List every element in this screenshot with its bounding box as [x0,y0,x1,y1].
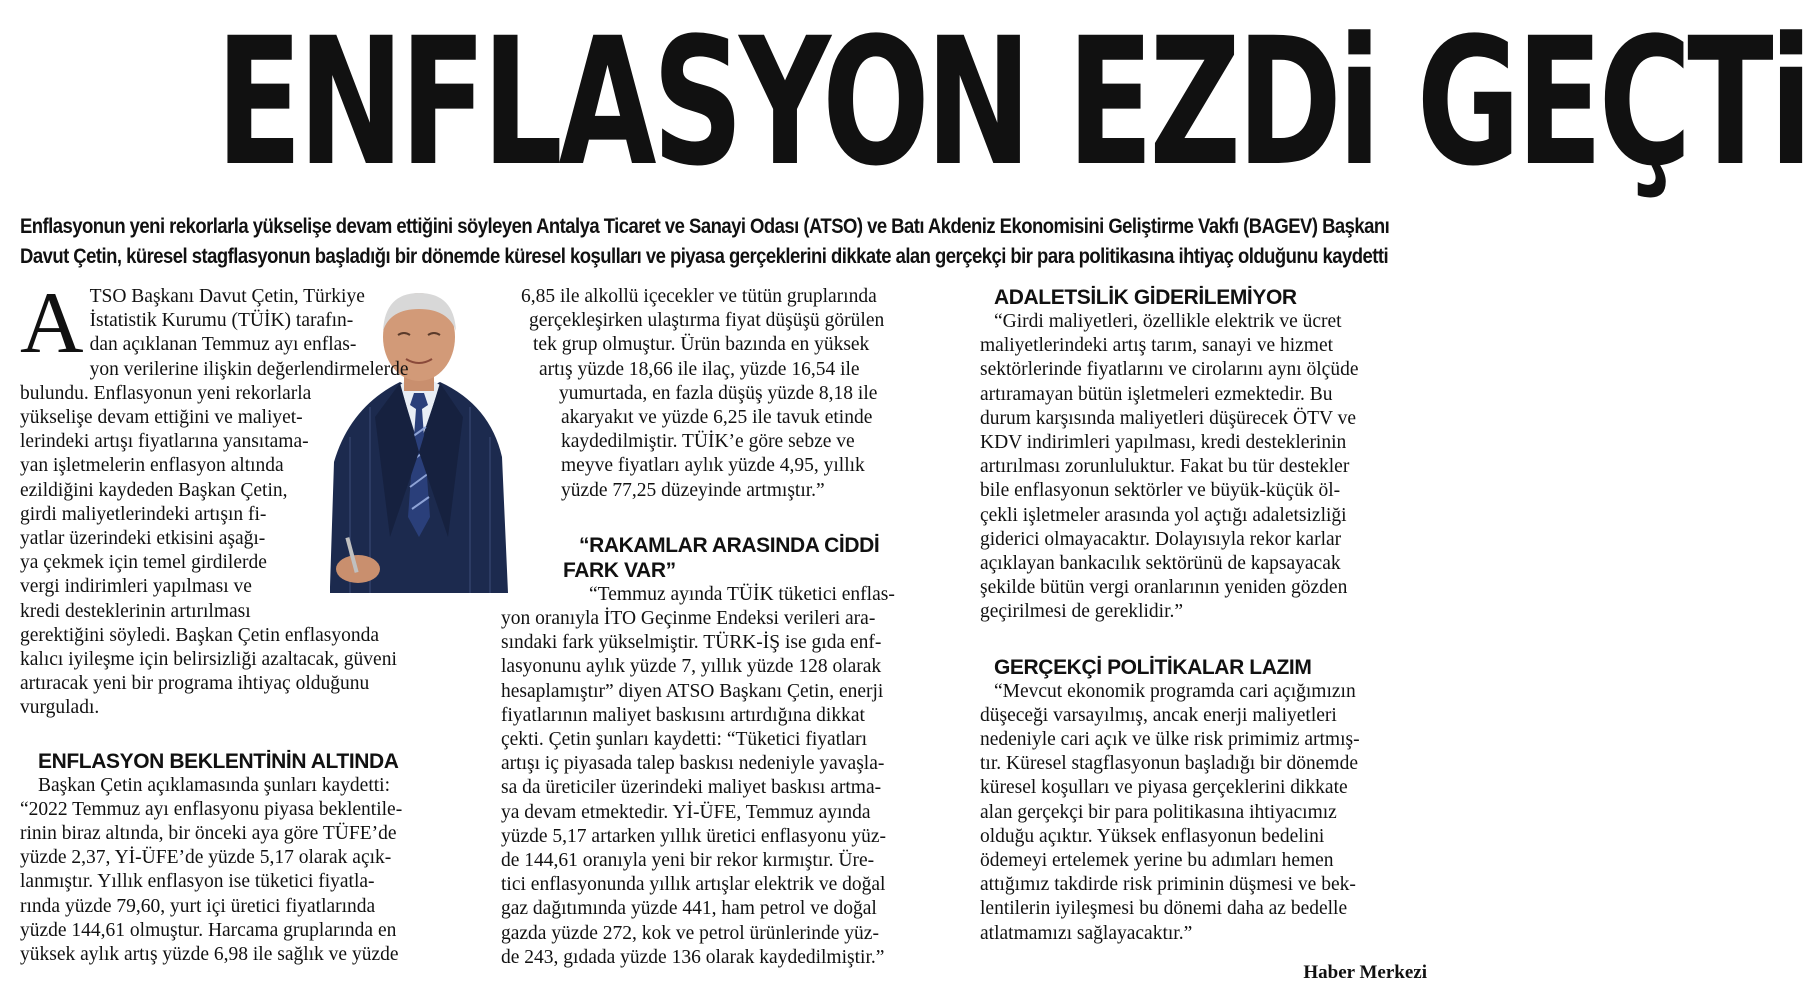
text-line: küresel koşulları ve piyasa gerçeklerini dikkate [980,777,1348,799]
text-line: İstatistik Kurumu (TÜİK) tarafın- [89,310,354,332]
subhead-rakamlar-line-2: FARK VAR” [563,558,676,582]
text-line: olduğu açıktır. Yüksek enflasyonun bedelini [980,825,1325,847]
dropcap: A [20,275,84,372]
text-line: geçirilmesi de gereklidir.” [980,601,1184,623]
text-line: yüksek aylık artış yüzde 6,98 ile sağlık ve yüzde [20,944,399,966]
text-line: lentilerin iyileşmesi bu dönemi daha az bedelle [980,898,1348,920]
subhead-adaletsilik: ADALETSİLİK GİDERİLEMİYOR [994,286,1297,309]
text-line: yan işletmelerin enflasyon altında [20,455,284,477]
text-line: sa da üreticiler üzerindeki maliyet baskısı artma- [501,777,882,799]
text-line: artıramayan bütün işletmeleri ezmektedir. Bu [980,383,1333,405]
text-line: “2022 Temmuz ayı enflasyonu piyasa beklentile- [20,798,403,820]
text-line: lasyonunu aylık yüzde 7, yıllık yüzde 128 olarak [501,656,882,678]
text-line: 6,85 ile alkollü içecekler ve tütün gruplarında [521,286,877,307]
text-line: bulundu. Enflasyonun yeni rekorlarla [20,382,312,404]
text-line: ezildiğini kaydeden Başkan Çetin, [20,479,288,501]
deck-line: Enflasyonun yeni rekorlarla yükselişe devam ettiğini söyleyen Antalya Ticaret ve Sanayi Odası (ATSO) ve Batı Akdeniz Ekonomisini Geliştirme Vakfı (BAGEV) Başkanı [20,215,1390,238]
text-line: hesaplamıştır” diyen ATSO Başkanı Çetin, enerji [501,680,884,702]
text-line: sektörlerinde fiyatlarını ve cirolarını aynı ölçüde [980,359,1359,381]
text-line: TSO Başkanı Davut Çetin, Türkiye [89,286,365,307]
column-2 [501,285,961,970]
text-line: artıracak yeni bir programa ihtiyaç olduğunu [20,673,370,695]
text-line: de 243, gıdada yüzde 136 olarak kaydedilmiştir.” [501,946,885,968]
text-line: meyve fiyatları aylık yüzde 4,95, yıllık [561,455,865,477]
text-line: “Girdi maliyetleri, özellikle elektrik ve ücret [994,311,1342,332]
text-line: vurguladı. [20,697,100,719]
text-line: yüzde 2,37, Yİ-ÜFE’de yüzde 5,17 olarak açık- [20,847,392,869]
text-line: çekti. Çetin şunları kaydetti: “Tüketici fiyatları [501,729,868,751]
text-line: kaydedilmiştir. TÜİK’e göre sebze ve [561,431,855,453]
subhead-enflasyon-beklentinin-altinda: ENFLASYON BEKLENTİNİN ALTINDA [38,749,399,773]
text-line: ya devam etmektedir. Yİ-ÜFE, Temmuz ayında [501,801,871,823]
text-line: attığımız takdirde risk priminin düşmesi ve bek- [980,874,1356,896]
text-line: düşeceği varsayılmış, ancak enerji maliyetleri [980,704,1337,726]
text-line: giderici olmayacaktır. Dolayısıyla rekor karlar [980,528,1342,550]
text-line: sındaki fark yükselmiştir. TÜRK-İŞ ise gıda enf- [501,632,882,654]
text-line: vergi indirimleri yapılması ve [20,576,252,598]
text-line: gerektiğini söyledi. Başkan Çetin enflasyonda [20,624,380,646]
subhead-rakamlar-line-1: “RAKAMLAR ARASINDA CİDDİ [579,533,880,557]
text-line: yüzde 144,61 olmuştur. Harcama gruplarında en [20,919,397,941]
text-line: akaryakıt ve yüzde 6,25 ile tavuk etinde [561,407,873,429]
text-line: yon verilerine ilişkin değerlendirmelerde [89,358,409,380]
byline: Haber Merkezi [1303,962,1427,983]
text-line: gerçekleşirken ulaştırma fiyat düşüşü görülen [529,310,885,332]
deck [20,212,1430,272]
text-line: kalıcı iyileşme için belirsizliği azaltacak, güveni [20,649,397,671]
text-line: rında yüzde 79,60, yurt içi üretici fiyatlarında [20,895,376,917]
text-line: lanmıştır. Yıllık enflasyon ise tüketici fiyatla- [20,871,375,893]
text-line: maliyetlerindeki artış tarım, sanayi ve hizmet [980,335,1334,357]
text-line: tici enflasyonunda yıllık artışlar elektrik ve doğal [501,874,886,896]
column-3 [980,285,1428,946]
text-line: “Temmuz ayında TÜİK tüketici enflas- [589,583,895,605]
text-line: fiyatlarının maliyet baskısını artırdığına dikkat [501,704,865,726]
text-line: girdi maliyetlerindeki artışın fi- [20,503,267,525]
text-line: nedeniyle cari açık ve ülke risk primimiz artmış- [980,729,1360,751]
text-line: kredi desteklerinin artırılması [20,600,251,622]
text-line: atlatmamızı sağlayacaktır.” [980,922,1193,944]
subhead-gercekci-politikalar: GERÇEKÇİ POLİTİKALAR LAZIM [994,655,1312,679]
text-line: artırılması zorunluluktur. Fakat bu tür destekler [980,456,1350,478]
text-line: ödemeyi ertelemek yerine bu adımları hemen [980,850,1334,872]
deck-line: Davut Çetin, küresel stagflasyonun başladığı bir dönemde küresel koşulları ve piyasa gerçeklerini dikkate alan gerçekçi bir para politikasına ihtiyaç olduğunu kaydetti [20,245,1389,268]
text-line: “Mevcut ekonomik programda cari açığımızın [994,680,1356,702]
text-line: artış yüzde 18,66 ile ilaç, yüzde 16,54 ile [539,358,860,380]
text-line: gaz dağıtımında yüzde 441, ham petrol ve doğal [501,898,877,920]
text-line: çekli işletmeler arasında yol açtığı adaletsizliği [980,504,1347,526]
text-line: Başkan Çetin açıklamasında şunları kaydetti: [38,774,390,796]
text-line: lerindeki artışı fiyatlarına yansıtama- [20,431,309,453]
text-line: bile enflasyonun sektörler ve büyük-küçük öl- [980,480,1341,502]
text-line: yükselişe devam ettiğini ve maliyet- [20,407,303,429]
text-line: yüzde 5,17 artarken yıllık üretici enflasyonu yüz- [501,825,886,847]
text-line: rinin biraz altında, bir önceki aya göre TÜFE’de [20,823,397,845]
intro-paragraph [20,275,490,721]
text-line: ya çekmek için temel girdilerde [20,552,267,574]
text-line: durum karşısında maliyetleri düşürecek ÖTV ve [980,407,1356,429]
text-line: KDV indirimleri yapılması, kredi desteklerinin [980,432,1347,454]
text-line: tır. Küresel stagflasyonun başladığı bir dönemde [980,753,1359,775]
headline-text: ENFLASYON EZDi GEÇTi [215,0,1808,205]
headline [215,0,1808,205]
text-line: alan gerçekçi bir para politikasına ihtiyacımız [980,801,1337,823]
text-line: şekilde bütün vergi oranlarının yeniden gözden [980,577,1348,599]
text-line: yüzde 77,25 düzeyinde artmıştır.” [561,479,825,501]
text-line: yatlar üzerindeki etkisini aşağı- [20,528,266,550]
text-line: açıklayan bankacılık sektörünü de kapsayacak [980,553,1341,575]
text-line: gazda yüzde 272, kok ve petrol ürünlerinde yüz- [501,922,879,944]
text-line: yon oranıyla İTO Geçinme Endeksi verileri ara- [501,608,876,630]
text-line: dan açıklanan Temmuz ayı enflas- [89,334,357,356]
text-line: de 144,61 oranıyla yeni bir rekor kırmıştır. Üre- [501,850,875,872]
text-line: yumurtada, en fazla düşüş yüzde 8,18 ile [559,382,878,404]
text-line: artışı iç piyasada talep baskısı nedeniyle yavaşla- [501,753,885,775]
column-1 [20,275,490,967]
text-line: tek grup olmuştur. Ürün bazında en yüksek [533,334,870,356]
